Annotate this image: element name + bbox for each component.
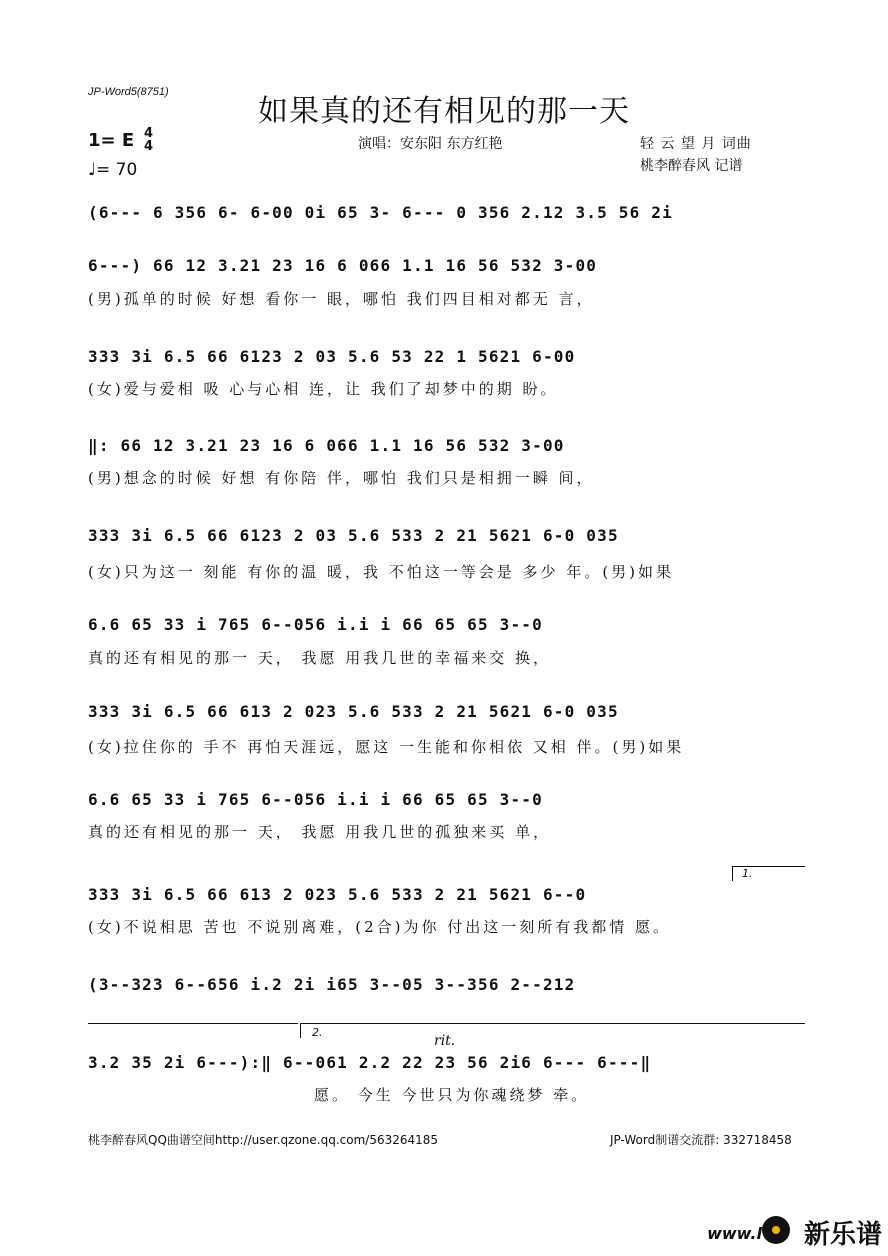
brand-url: www.l [707, 1224, 762, 1243]
music-row-6: 6.6 65 33 i 765 6--056 i.i i 66 65 65 3--0 [88, 615, 543, 634]
music-row-9: 333 3i 6.5 66 613 2 023 5.6 533 2 21 5621 6--0 [88, 885, 587, 904]
lyric-row-3: (女)爱与爱相 吸 心与心相 连，让 我们了却梦中的期 盼。 [88, 380, 559, 398]
ritardando-marking: rit. [434, 1033, 456, 1049]
singers-credit: 演唱：安东阳 东方红艳 [358, 136, 503, 152]
music-row-10: (3--323 6--656 i.2 2i i65 3--05 3--356 2--212 [88, 975, 576, 994]
time-sig-bottom: 4 [144, 139, 154, 154]
music-row-1: (6--- 6 356 6- 6-00 0i 65 3- 6--- 0 356 2.12 3.5 56 2i [88, 203, 673, 222]
lyric-row-6: 真的还有相见的那一 天， 我愿 用我几世的幸福来交 换， [88, 649, 552, 667]
music-row-5: 333 3i 6.5 66 6123 2 03 5.6 533 2 21 5621 6-0 035 [88, 526, 619, 545]
music-row-3: 333 3i 6.5 66 6123 2 03 5.6 53 22 1 5621 6-00 [88, 347, 576, 366]
footer-group: JP-Word制谱交流群: 332718458 [610, 1133, 792, 1147]
lyric-row-5: (女)只为这一 刻能 有你的温 暖，我 不怕这一等会是 多少 年。(男)如果 [88, 563, 675, 581]
lyric-row-8: 真的还有相见的那一 天， 我愿 用我几世的孤独来买 单， [88, 823, 552, 841]
lyric-row-7: (女)拉住你的 手不 再怕天涯远，愿这 一生能和你相依 又相 伴。(男)如果 [88, 738, 685, 756]
time-signature [144, 127, 153, 153]
lyric-row-11: 愿。 今生 今世只为你魂绕梦 牵。 [314, 1086, 590, 1104]
lyric-row-2: (男)孤单的时候 好想 看你一 眼，哪怕 我们四目相对都无 言， [88, 290, 595, 308]
volta-bracket-2 [300, 1023, 805, 1038]
music-row-11: 3.2 35 2i 6---):‖ 6--061 2.2 22 23 56 2i6 6--- 6---‖ [88, 1053, 652, 1072]
footer-qq-space: 桃李醉春风QQ曲谱空间http://user.qzone.qq.com/563264185 [88, 1133, 439, 1147]
music-row-8: 6.6 65 33 i 765 6--056 i.i i 66 65 65 3--0 [88, 790, 543, 809]
lyric-row-9: (女)不说相思 苦也 不说别离难，(2合)为你 付出这一刻所有我都情 愿。 [88, 918, 672, 936]
volta-label-1: 1. [742, 867, 753, 880]
lyric-row-4: (男)想念的时候 好想 有你陪 伴，哪怕 我们只是相拥一瞬 间， [88, 469, 595, 487]
vinyl-logo-icon [762, 1216, 790, 1244]
tempo-marking: ♩= 70 [88, 160, 138, 180]
music-row-2: 6---) 66 12 3.21 23 16 6 066 1.1 16 56 532 3-00 [88, 256, 598, 275]
key-signature: 1= E [88, 130, 135, 151]
lyrics-music-credit: 轻 云 望 月 词曲 [640, 136, 752, 152]
brand-name: 新乐谱 [803, 1220, 882, 1250]
song-title: 如果真的还有相见的那一天 [258, 94, 630, 129]
time-sig-top: 4 [144, 126, 154, 141]
volta-line-1-ext [88, 1023, 298, 1024]
music-row-7: 333 3i 6.5 66 613 2 023 5.6 533 2 21 5621 6-0 035 [88, 702, 619, 721]
software-tag: JP-Word5(8751) [88, 86, 169, 98]
music-row-4: ‖: 66 12 3.21 23 16 6 066 1.1 16 56 532 3-00 [88, 436, 565, 455]
volta-label-2: 2. [312, 1026, 323, 1039]
transcriber-credit: 桃李醉春风 记谱 [640, 158, 743, 174]
